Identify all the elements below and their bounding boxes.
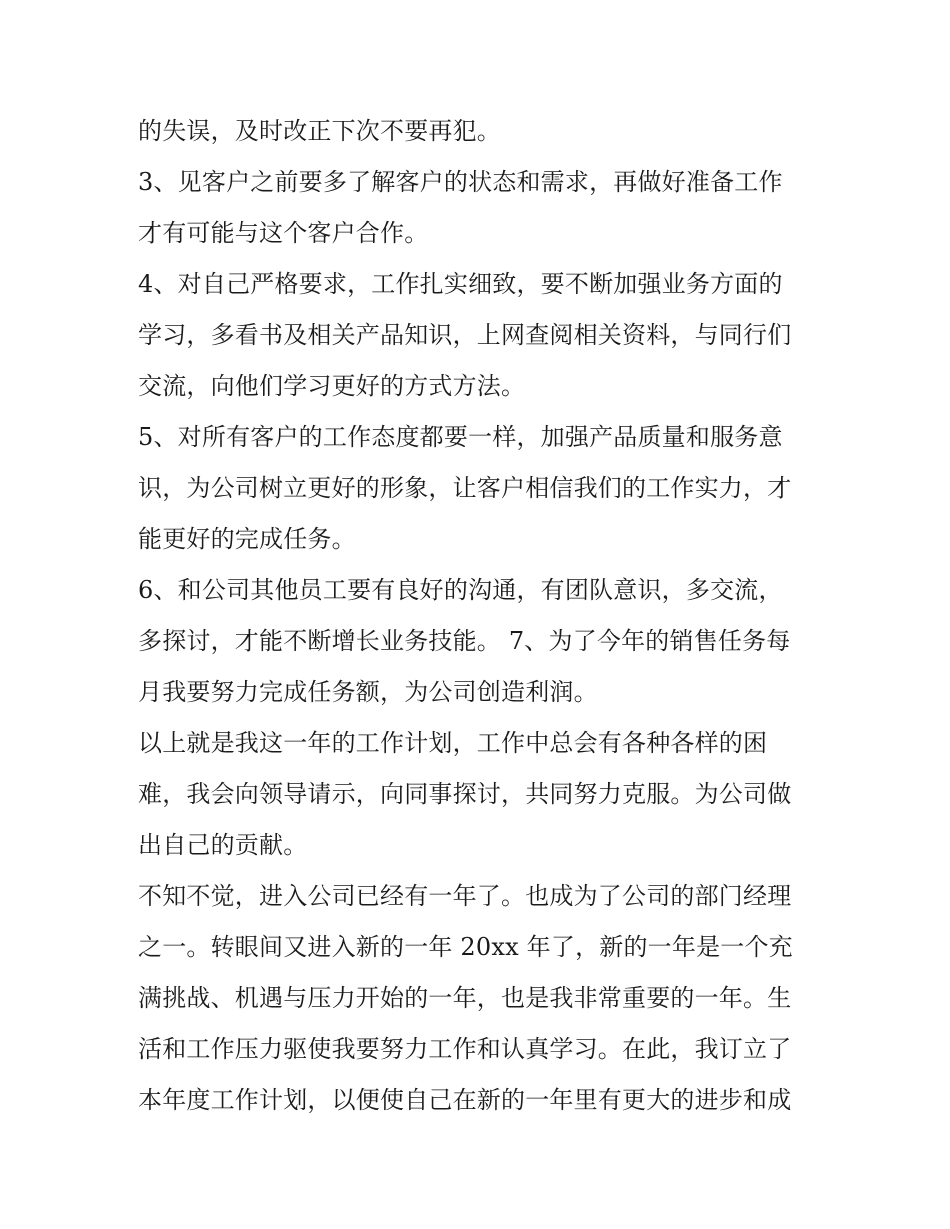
text-line: 满挑战、机遇与压力开始的一年，也是我非常重要的一年。生 xyxy=(138,984,792,1012)
text-line: 的失误，及时改正下次不要再犯。 xyxy=(138,117,501,145)
text-line: 识，为公司树立更好的形象，让客户相信我们的工作实力，才 xyxy=(138,474,792,502)
text-line: 不知不觉，进入公司已经有一年了。也成为了公司的部门经理 xyxy=(138,882,792,910)
text-line: 多探讨，才能不断增长业务技能。 7、为了今年的销售任务每 xyxy=(138,627,791,655)
text-line: 6、和公司其他员工要有良好的沟通，有团队意识，多交流， xyxy=(138,576,783,604)
text-line: 之一。转眼间又进入新的一年 20xx 年了，新的一年是一个充 xyxy=(138,933,793,961)
text-line: 学习，多看书及相关产品知识，上网查阅相关资料，与同行们 xyxy=(138,321,792,349)
text-line: 能更好的完成任务。 xyxy=(138,525,356,553)
text-line: 月我要努力完成任务额，为公司创造利润。 xyxy=(138,678,598,706)
text-line: 3、见客户之前要多了解客户的状态和需求，再做好准备工作 xyxy=(138,168,783,196)
text-line: 才有可能与这个客户合作。 xyxy=(138,219,429,247)
text-line: 出自己的贡献。 xyxy=(138,831,308,859)
text-line: 以上就是我这一年的工作计划，工作中总会有各种各样的困 xyxy=(138,729,768,757)
text-line: 交流，向他们学习更好的方式方法。 xyxy=(138,372,526,400)
text-line: 4、对自己严格要求，工作扎实细致，要不断加强业务方面的 xyxy=(138,270,783,298)
text-line: 本年度工作计划，以便使自己在新的一年里有更大的进步和成 xyxy=(138,1086,792,1114)
document-body xyxy=(138,106,828,1126)
text-line: 5、对所有客户的工作态度都要一样，加强产品质量和服务意 xyxy=(138,423,783,451)
text-line: 难，我会向领导请示，向同事探讨，共同努力克服。为公司做 xyxy=(138,780,792,808)
text-line: 活和工作压力驱使我要努力工作和认真学习。在此，我订立了 xyxy=(138,1035,792,1063)
